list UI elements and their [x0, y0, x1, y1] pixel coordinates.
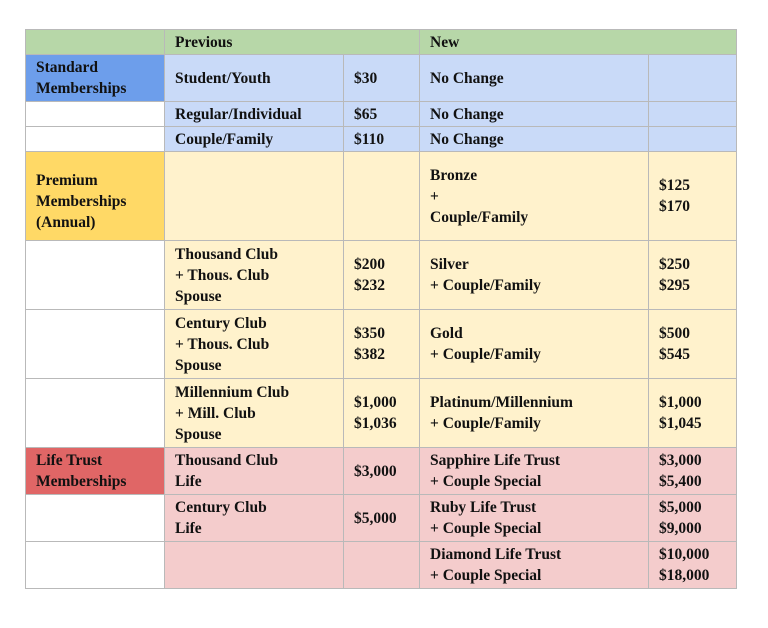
- previous-membership-name: Millennium Club + Mill. Club Spouse: [165, 379, 344, 448]
- category-life-trust: Life Trust Memberships: [26, 448, 165, 495]
- new-membership-name: No Change: [420, 102, 649, 127]
- new-price: [649, 102, 737, 127]
- previous-price: [344, 152, 420, 241]
- new-membership-name: Diamond Life Trust + Couple Special: [420, 542, 649, 589]
- previous-price: $3,000: [344, 448, 420, 495]
- table-row: [26, 495, 737, 542]
- new-price: [649, 127, 737, 152]
- category-standard: Standard Memberships: [26, 55, 165, 102]
- header-row: [26, 30, 737, 55]
- previous-membership-name: Thousand Club + Thous. Club Spouse: [165, 241, 344, 310]
- new-membership-name: Ruby Life Trust + Couple Special: [420, 495, 649, 542]
- category-empty: [26, 127, 165, 152]
- previous-price: [344, 542, 420, 589]
- table-row: [26, 448, 737, 495]
- new-price: $250 $295: [649, 241, 737, 310]
- previous-membership-name: Century Club + Thous. Club Spouse: [165, 310, 344, 379]
- new-membership-name: Sapphire Life Trust + Couple Special: [420, 448, 649, 495]
- new-price: $10,000 $18,000: [649, 542, 737, 589]
- previous-membership-name: Regular/Individual: [165, 102, 344, 127]
- new-membership-name: Silver + Couple/Family: [420, 241, 649, 310]
- category-empty: [26, 542, 165, 589]
- previous-price: $110: [344, 127, 420, 152]
- membership-table: [25, 29, 737, 589]
- previous-price: $30: [344, 55, 420, 102]
- table-row: [26, 102, 737, 127]
- table-row: [26, 310, 737, 379]
- new-price: $125 $170: [649, 152, 737, 241]
- new-membership-name: No Change: [420, 55, 649, 102]
- previous-price: $350 $382: [344, 310, 420, 379]
- previous-membership-name: Thousand Club Life: [165, 448, 344, 495]
- previous-price: $1,000 $1,036: [344, 379, 420, 448]
- category-premium: Premium Memberships (Annual): [26, 152, 165, 241]
- category-empty: [26, 379, 165, 448]
- previous-membership-name: Century Club Life: [165, 495, 344, 542]
- new-price: $5,000 $9,000: [649, 495, 737, 542]
- new-price: $500 $545: [649, 310, 737, 379]
- new-price: [649, 55, 737, 102]
- previous-price: $200 $232: [344, 241, 420, 310]
- previous-membership-name: Student/Youth: [165, 55, 344, 102]
- new-membership-name: Gold + Couple/Family: [420, 310, 649, 379]
- header-new: New: [420, 30, 737, 55]
- new-membership-name: Platinum/Millennium + Couple/Family: [420, 379, 649, 448]
- header-category-cell: [26, 30, 165, 55]
- category-empty: [26, 102, 165, 127]
- table-row: [26, 379, 737, 448]
- table-row: [26, 542, 737, 589]
- previous-membership-name: [165, 542, 344, 589]
- new-membership-name: Bronze + Couple/Family: [420, 152, 649, 241]
- table-row: [26, 127, 737, 152]
- new-membership-name: No Change: [420, 127, 649, 152]
- category-empty: [26, 241, 165, 310]
- new-price: $3,000 $5,400: [649, 448, 737, 495]
- category-empty: [26, 310, 165, 379]
- previous-membership-name: [165, 152, 344, 241]
- new-price: $1,000 $1,045: [649, 379, 737, 448]
- header-previous: Previous: [165, 30, 420, 55]
- previous-membership-name: Couple/Family: [165, 127, 344, 152]
- previous-price: $5,000: [344, 495, 420, 542]
- table-row: [26, 55, 737, 102]
- previous-price: $65: [344, 102, 420, 127]
- category-empty: [26, 495, 165, 542]
- table-row: [26, 152, 737, 241]
- table-row: [26, 241, 737, 310]
